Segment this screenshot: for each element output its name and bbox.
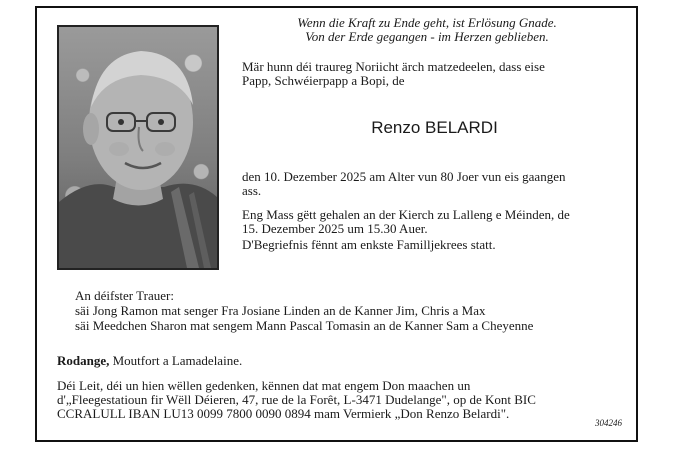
reference-number: 304246 (595, 418, 622, 428)
mourner-line: säi Jong Ramon mat senger Fra Josiane Linden an de Kanner Jim, Chris a Max (75, 303, 486, 318)
announcement-intro (242, 60, 622, 88)
mass-line-1: Eng Mass gëtt gehalen an der Kierch zu Lalleng e Méinden, de (242, 207, 570, 222)
burial-note: D'Begriefnis fënnt am enkste Familljekrees statt. (242, 237, 496, 252)
donation-line-3: CCRALULL IBAN LU13 0099 7800 0090 0894 mam Vermierk „Don Renzo Belardi". (57, 406, 510, 421)
intro-line-1: Mär hunn déi traureg Noriicht ärch matzedeelen, dass eise (242, 59, 545, 74)
obituary-notice (35, 6, 638, 442)
place-rest: Moutfort a Lamadelaine. (112, 353, 243, 368)
place-bold: Rodange, (57, 353, 110, 368)
portrait-photo (57, 25, 219, 270)
quote-line-1: Wenn die Kraft zu Ende geht, ist Erlösung Gnade. (297, 15, 557, 30)
donation-line-2: d'„Fleegestatioun fir Wëll Déieren, 47, rue de la Forêt, L-3471 Dudelange", op de Kont BIC (57, 392, 536, 407)
date-line-2: ass. (242, 183, 262, 198)
portrait-illustration (59, 27, 217, 268)
intro-line-2: Papp, Schwéierpapp a Bopi, de (242, 73, 405, 88)
mass-details (242, 208, 632, 236)
date-of-death (242, 170, 632, 198)
date-line-1: den 10. Dezember 2025 am Alter vun 80 Joer vun eis gaangen (242, 169, 566, 184)
mourners-title: An déifster Trauer: (75, 288, 174, 303)
mass-line-2: 15. Dezember 2025 um 15.30 Auer. (242, 221, 428, 236)
family-locations (57, 354, 617, 368)
quote-line-2: Von der Erde gegangen - im Herzen geblieben. (305, 29, 549, 44)
donation-line-1: Déi Leit, déi un hien wëllen gedenken, kënnen dat mat engem Don maachen un (57, 378, 471, 393)
donation-note (57, 379, 623, 421)
deceased-name: Renzo BELARDI (371, 118, 498, 137)
mourner-line: säi Meedchen Sharon mat sengem Mann Pascal Tomasin an de Kanner Sam a Cheyenne (75, 318, 534, 333)
memorial-quote (242, 16, 612, 44)
